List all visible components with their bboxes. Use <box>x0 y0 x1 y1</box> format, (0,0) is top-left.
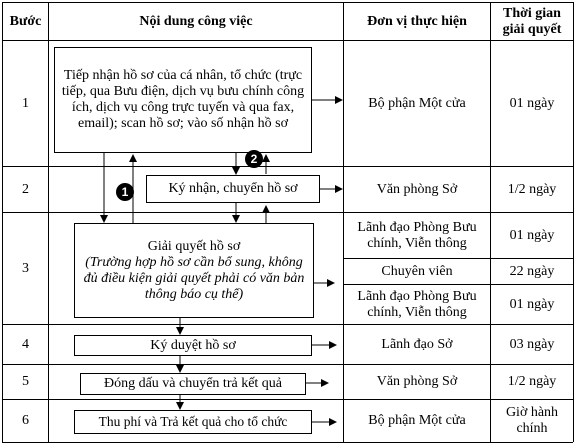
unit-cell: Bộ phận Một cửa <box>368 95 466 111</box>
step-number: 4 <box>22 336 29 352</box>
step-number: 2 <box>22 181 29 197</box>
process-box-fee-return: Thu phí và Trả kết quả cho tổ chức <box>74 410 312 434</box>
header-step: Bước <box>9 13 42 29</box>
unit-cell: Lãnh đạo Phòng Bưu chính, Viễn thông <box>357 219 477 251</box>
time-cell: 01 ngày <box>509 227 555 243</box>
time-cell: 01 ngày <box>509 95 555 111</box>
step-badge-1: 1 <box>116 183 134 201</box>
unit-cell: Văn phòng Sở <box>376 181 458 197</box>
unit-cell: Lãnh đạo Phòng Bưu chính, Viễn thông <box>357 288 477 320</box>
time-cell: 1/2 ngày <box>507 374 557 389</box>
time-cell: 22 ngày <box>509 263 555 279</box>
header-time: Thời gian giải quyết <box>502 5 562 37</box>
unit-cell: Bộ phận Một cửa <box>368 413 466 428</box>
header-unit: Đơn vị thực hiện <box>367 13 467 29</box>
step-number: 6 <box>22 413 29 428</box>
step-badge-2: 2 <box>245 150 263 168</box>
process-box-sign-transfer: Ký nhận, chuyển hồ sơ <box>146 175 320 203</box>
unit-cell: Lãnh đạo Sở <box>381 336 453 352</box>
time-cell: Giờ hành chính <box>505 405 559 436</box>
process-box-approve: Ký duyệt hồ sơ <box>74 335 312 356</box>
unit-cell: Chuyên viên <box>381 263 453 279</box>
time-cell: 01 ngày <box>509 296 555 312</box>
header-content: Nội dung công việc <box>139 13 253 29</box>
time-cell: 03 ngày <box>509 336 555 352</box>
process-box-resolve: Giải quyết hồ sơ (Trường hợp hồ sơ cần bổ sung, không đủ điều kiện giải quyết phải có văn bản thông báo cụ thể) <box>74 223 314 318</box>
step-number: 1 <box>22 95 29 111</box>
unit-cell: Văn phòng Sở <box>376 374 458 389</box>
time-cell: 1/2 ngày <box>507 181 557 197</box>
process-box-stamp-return: Đóng dấu và chuyển trả kết quả <box>80 373 306 395</box>
step-number: 3 <box>22 260 29 276</box>
process-box-receive: Tiếp nhận hồ sơ của cá nhân, tổ chức (trực tiếp, qua Bưu điện, dịch vụ bưu chính công ích, dịch vụ công trực tuyến và qua fax, email); scan hồ sơ; vào số nhận hồ sơ <box>54 47 312 153</box>
step-number: 5 <box>22 374 29 389</box>
